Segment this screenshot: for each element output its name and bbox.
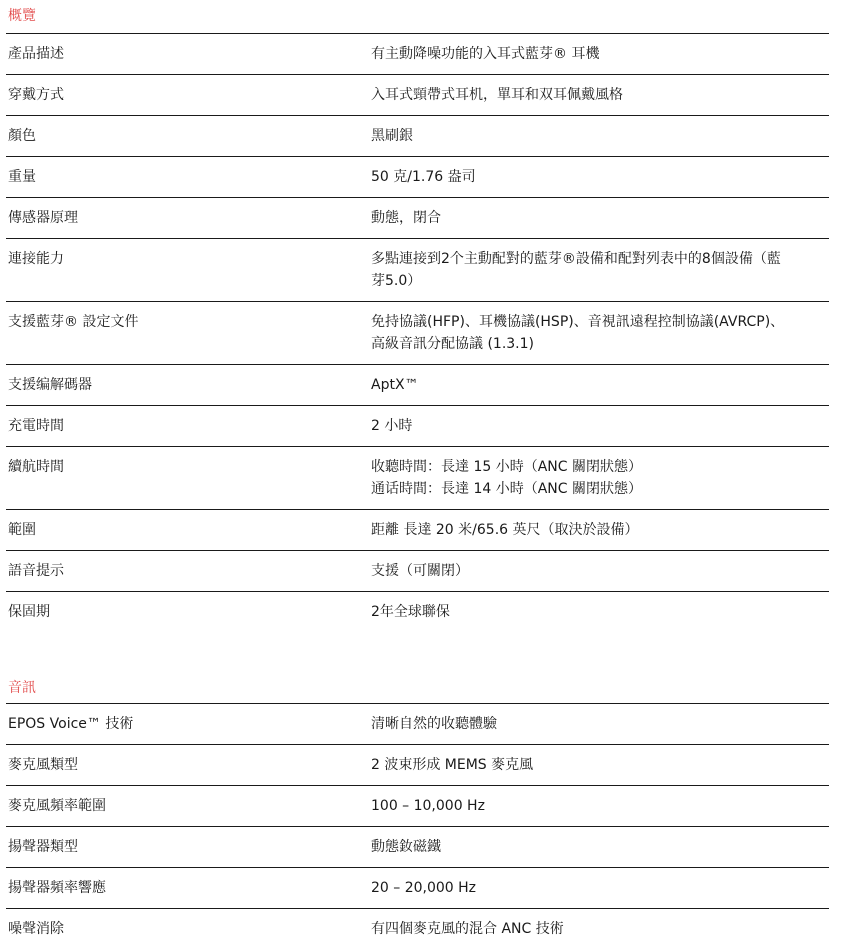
spec-value [367,909,829,949]
spec-value-line: 20 – 20,000 Hz [371,880,477,896]
spec-row [6,75,829,116]
spec-value-line: 2年全球聯保 [371,604,450,620]
spec-label: 連接能力 [8,251,64,267]
spec-value [367,157,829,198]
spec-value [367,365,829,406]
spec-row [6,239,829,302]
spec-value-line: 收聽時間：長達 15 小時（ANC 關閉狀態） [371,459,642,475]
spec-value-line: 多點連接到2个主動配對的藍芽®設備和配對列表中的8個設備（藍 [371,251,781,267]
spec-row [6,745,829,786]
spec-value-line: 高級音訊分配協議 (1.3.1) [371,336,534,352]
spec-value-line: 入耳式頸帶式耳机，單耳和双耳佩戴風格 [371,87,623,103]
spec-label: 保固期 [8,604,50,620]
spec-value [367,34,829,75]
spec-label: 穿戴方式 [8,87,64,103]
spec-value [367,551,829,592]
spec-value [367,786,829,827]
spec-value-line: 動態，閉合 [371,210,441,226]
spec-row [6,116,829,157]
spec-table [6,33,829,632]
spec-value-line: 芽5.0） [371,273,422,289]
spec-value [367,198,829,239]
section-title: 音訊 [8,680,36,696]
spec-table-body [6,704,829,949]
spec-label: EPOS Voice™ 技術 [8,716,134,732]
spec-value-line: 清晰自然的收聽體驗 [371,716,497,732]
spec-value-line: 有主動降噪功能的入耳式藍芽® 耳機 [371,46,600,62]
spec-value-line: 有四個麥克風的混合 ANC 技術 [371,921,564,937]
spec-label: 傳感器原理 [8,210,78,226]
section-title: 概覽 [8,8,36,24]
spec-row [6,365,829,406]
spec-value-line: 免持協議(HFP)、耳機協議(HSP)、音視訊遠程控制協議(AVRCP)、 [371,314,785,330]
spec-row [6,868,829,909]
spec-table-body [6,34,829,633]
spec-value [367,827,829,868]
spec-value [367,510,829,551]
spec-row [6,34,829,75]
spec-value [367,116,829,157]
spec-row [6,447,829,510]
spec-label: 麥克風類型 [8,757,78,773]
spec-label: 支援编解碼器 [8,377,92,393]
spec-row [6,592,829,633]
spec-row [6,510,829,551]
spec-label: 語音提示 [8,563,64,579]
spec-label: 顏色 [8,128,36,144]
spec-row [6,157,829,198]
spec-value-line: AptX™ [371,377,419,393]
spec-label: 麥克風頻率範圍 [8,798,106,814]
spec-label: 揚聲器類型 [8,839,78,855]
spec-value [367,868,829,909]
spec-row [6,551,829,592]
spec-row [6,786,829,827]
section-audio [6,674,835,949]
spec-value [367,406,829,447]
spec-row [6,704,829,745]
spec-value [367,447,829,510]
spec-value [367,239,829,302]
spec-row [6,827,829,868]
spec-value-line: 距離 長達 20 米/65.6 英尺（取決於設備） [371,522,639,538]
spec-value-line: 黑刷銀 [371,128,413,144]
spec-value-line: 支援（可關閉） [371,563,469,579]
spec-value [367,592,829,633]
spec-row [6,302,829,365]
spec-value-line: 動態釹磁鐵 [371,839,441,855]
spec-label: 噪聲消除 [8,921,64,937]
spec-label: 揚聲器頻率響應 [8,880,106,896]
spec-row [6,198,829,239]
spec-label: 產品描述 [8,46,64,62]
spec-label: 續航時間 [8,459,64,475]
spec-value-line: 2 波束形成 MEMS 麥克風 [371,757,534,773]
spec-value [367,745,829,786]
spec-value-line: 50 克/1.76 盎司 [371,169,476,185]
spec-label: 範圍 [8,522,36,538]
spec-value-line: 通话時間：長達 14 小時（ANC 關閉狀態） [371,481,642,497]
spec-value [367,75,829,116]
spec-label: 充電時間 [8,418,64,434]
spec-table [6,703,829,949]
spec-value-line: 2 小時 [371,418,413,434]
spec-label: 重量 [8,169,36,185]
section-overview [6,0,835,632]
spec-value [367,704,829,745]
spec-value-line: 100 – 10,000 Hz [371,798,485,814]
spec-value [367,302,829,365]
spec-row [6,909,829,949]
spec-label: 支援藍芽® 設定文件 [8,314,139,330]
spec-row [6,406,829,447]
